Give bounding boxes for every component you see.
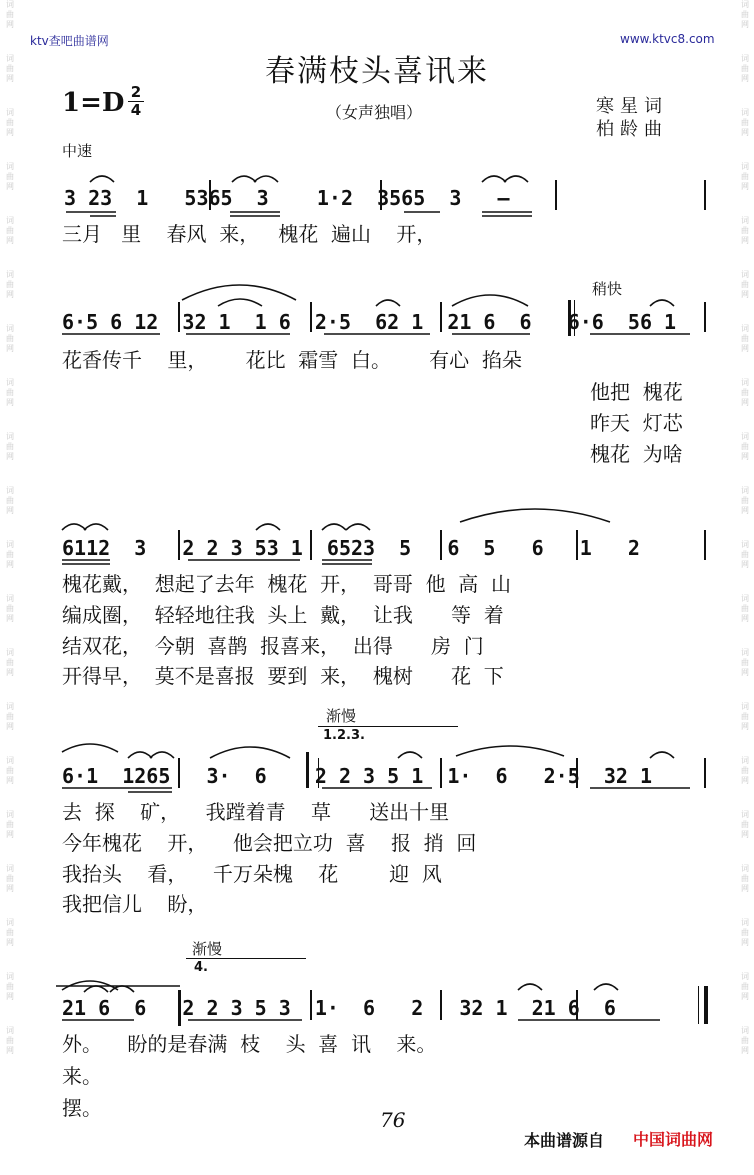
key-signature: 1=D [62, 88, 125, 118]
slur [90, 176, 114, 182]
watermark-right: 词曲网 词曲网 词曲网 词曲网 词曲网 词曲网 词曲网 词曲网 词曲网 词曲网 词曲网 词曲网 词曲网 词曲网 词曲网 词曲网 词曲网 词曲网 词曲网 词曲网 [741, 0, 749, 1055]
composer-credit: 柏龄曲 [596, 119, 668, 140]
slur [84, 524, 108, 530]
slur [594, 984, 618, 990]
slur [650, 752, 674, 758]
tempo-marking-2: 稍快 [592, 280, 623, 298]
tempo-marking-1: 中速 [62, 142, 93, 160]
site-link-left[interactable]: ktv查吧曲谱网 [30, 34, 109, 48]
slur [128, 752, 152, 758]
lyric-row-4-verse-2: 今年槐花 开， 他会把立功 喜 报 捎 回 [62, 831, 477, 855]
lyric-row-3-verse-3: 结双花， 今朝 喜鹊 报喜来， 出得 房 门 [62, 634, 484, 658]
lyric-row-4-verse-1: 去 探 矿， 我蹚着青 草 送出十里 [62, 800, 450, 824]
lyric-row-2-verse-2: 他把 槐花 [590, 380, 683, 404]
slur [518, 984, 542, 990]
tie [456, 746, 564, 756]
source-label: 本曲谱源自 [524, 1131, 605, 1150]
lyric-row-5-verse-2: 来。 [62, 1064, 102, 1088]
notation-row-3: 6112 3 2 2 3 53 1 6523 5 6 5 6 1 2 [62, 536, 640, 560]
slur [452, 295, 528, 306]
lyric-row-3-verse-4: 开得早， 莫不是喜报 要到 来， 槐树 花 下 [62, 664, 504, 688]
notation-row-1: 3 23 1 5365 3 1·2 3565 3 — [64, 186, 510, 210]
time-sig-top: 2 [130, 83, 142, 101]
tempo-marking-4: 渐慢 [192, 940, 223, 958]
volta-1-label: 1.2.3. [323, 728, 365, 743]
slur [254, 176, 278, 182]
song-title: 春满枝头喜讯来 [265, 54, 489, 89]
page-number: 76 [380, 1108, 406, 1132]
time-sig-bottom: 4 [130, 101, 142, 119]
slur [650, 300, 674, 306]
tie [62, 744, 118, 752]
slur [322, 524, 346, 530]
notation-row-2: 6·5 6 12 32 1 1 6 2·5 62 1 21 6 6 6·6 56 1 [62, 310, 677, 334]
slur [84, 986, 108, 992]
watermark-left: 词曲网 词曲网 词曲网 词曲网 词曲网 词曲网 词曲网 词曲网 词曲网 词曲网 词曲网 词曲网 词曲网 词曲网 词曲网 词曲网 词曲网 词曲网 词曲网 词曲网 [6, 0, 14, 1055]
lyric-row-4-verse-3: 我抬头 看， 千万朵槐 花 迎 风 [62, 862, 442, 886]
tie [182, 285, 296, 300]
slur [62, 524, 86, 530]
slur [482, 176, 506, 182]
lyric-row-4-verse-4: 我把信儿 盼， [62, 892, 208, 916]
lyric-row-2-verse-3: 昨天 灯芯 [590, 411, 683, 435]
slur [398, 752, 422, 758]
lyric-row-3-verse-2: 编成圈， 轻轻地往我 头上 戴， 让我 等 着 [62, 603, 504, 627]
notation-row-4: 6·1 1265 3· 6 2 2 3 5 1 1· 6 2·5 32 1 [62, 764, 653, 788]
slur [376, 300, 400, 306]
slur [150, 752, 174, 758]
slur [232, 176, 256, 182]
volta-2-label: 4. [194, 960, 208, 975]
lyric-row-5-verse-3: 摆。 [62, 1096, 102, 1120]
performance-note: （女声独唱） [326, 103, 423, 122]
lyric-row-1-verse-1: 三月 里 春风 来， 槐花 遍山 开， [62, 222, 437, 246]
tie [460, 509, 610, 522]
notation-row-5: 21 6 6 2 2 3 5 3 1· 6 2 32 1 21 6 6 [62, 996, 616, 1020]
tie [210, 747, 290, 758]
lyric-row-2-verse-4: 槐花 为啥 [590, 442, 683, 466]
lyric-row-5-verse-1: 外。 盼的是春满 枝 头 喜 讯 来。 [62, 1032, 437, 1056]
source-site-link[interactable]: 中国词曲网 [633, 1130, 714, 1149]
slur [346, 524, 370, 530]
slur [218, 299, 262, 306]
site-link-right[interactable]: www.ktvc8.com [620, 32, 715, 46]
lyricist-credit: 寒星词 [596, 96, 668, 117]
lyric-row-3-verse-1: 槐花戴， 想起了去年 槐花 开， 哥哥 他 高 山 [62, 572, 512, 596]
slur [256, 524, 280, 530]
lyric-row-2-verse-1: 花香传千 里， 花比 霜雪 白。 有心 掐朵 [62, 348, 522, 372]
tempo-marking-3: 渐慢 [326, 707, 357, 725]
slur [504, 176, 528, 182]
